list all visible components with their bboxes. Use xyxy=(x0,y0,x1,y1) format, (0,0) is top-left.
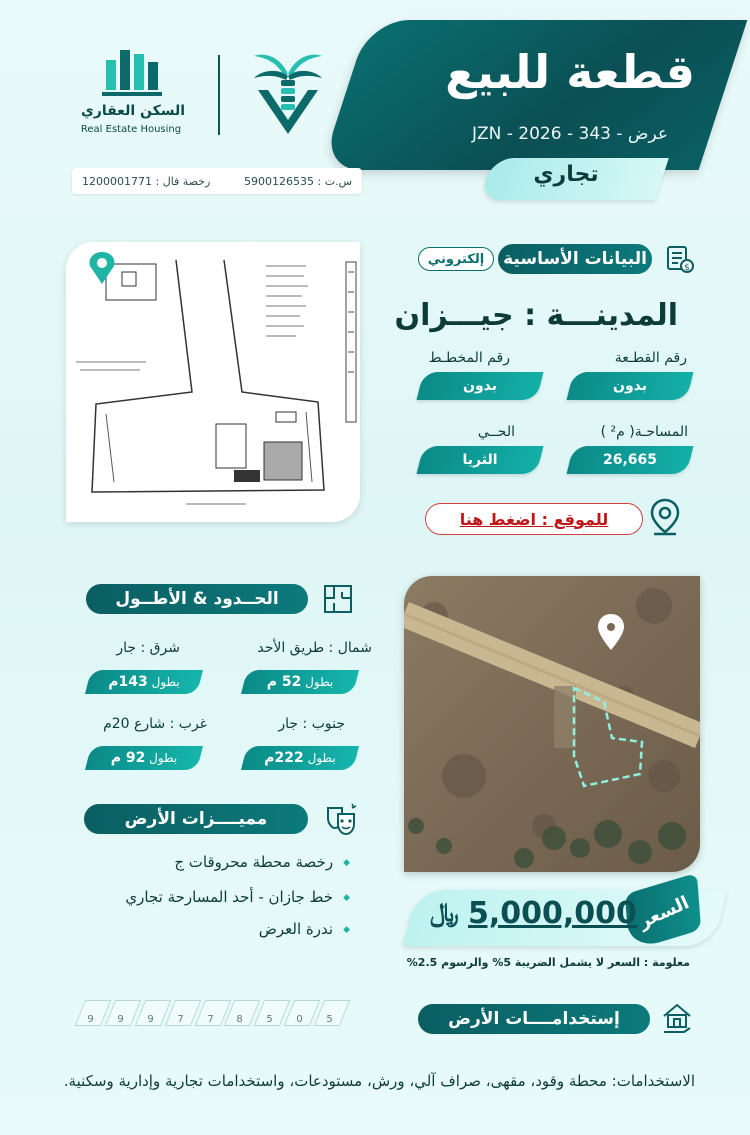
brand-name-ar: السكن العقاري xyxy=(80,103,186,119)
district-label: الحــي xyxy=(477,424,515,440)
north-bound-label: شمال : طريق الأحد xyxy=(257,640,372,656)
north-length xyxy=(244,670,356,694)
feature-item: ◆ خط جازان - أحد المسارحة تجاري xyxy=(125,888,350,906)
logo-divider xyxy=(218,55,220,135)
satellite-map[interactable] xyxy=(404,576,700,872)
site-plan-card[interactable] xyxy=(66,242,360,522)
palm-logo-icon xyxy=(250,46,326,138)
basic-info-header: البيانات الأساسية xyxy=(498,244,652,274)
cr-number: س.ت : 5900126535 xyxy=(244,174,352,188)
south-length xyxy=(244,746,356,770)
phone-digit: 7 xyxy=(176,1014,184,1025)
features-header: مميــــزات الأرض xyxy=(84,804,308,834)
svg-text:$: $ xyxy=(684,263,690,273)
plot-number-label: رقم القطـعة xyxy=(614,350,687,366)
west-length-value: 92 م xyxy=(110,750,146,766)
north-length-prefix: بطول xyxy=(305,675,334,689)
south-bound-label: جنوب : جار xyxy=(278,716,345,732)
west-length-prefix: بطول xyxy=(149,751,178,765)
plan-number-value: بدون xyxy=(463,378,497,394)
license-bar xyxy=(72,168,362,194)
phone-digit: 9 xyxy=(87,1014,94,1025)
map-pin-icon[interactable] xyxy=(648,498,682,538)
document-money-icon xyxy=(664,243,696,275)
location-link-button[interactable]: للموقع : اضغط هنا xyxy=(425,503,643,535)
north-length-value: 52 م xyxy=(266,674,302,690)
south-length-value: 222م xyxy=(264,750,304,766)
phone-number-strip xyxy=(80,1000,345,1028)
east-bound-label: شرق : جار xyxy=(116,640,180,656)
bounds-header: الحــدود & الأطــول xyxy=(86,584,308,614)
phone-digit: 9 xyxy=(117,1014,124,1025)
area-label: المساحـة( م² ) xyxy=(600,424,688,440)
east-length-value: 143م xyxy=(108,674,148,690)
satellite-image xyxy=(404,576,700,872)
val-license: رخصة فال : 1200001771 xyxy=(82,174,211,188)
phone-digit: 5 xyxy=(326,1014,333,1025)
phone-digit: 5 xyxy=(266,1014,273,1025)
city-label: المدينـــة : جيـــزان xyxy=(394,298,678,333)
district-value: الثريا xyxy=(462,452,498,468)
price-value: 5,000,000 xyxy=(468,896,637,931)
area-value: 26,665 xyxy=(602,452,658,468)
house-hand-icon xyxy=(660,1000,694,1036)
price-tag-label: السعر xyxy=(635,892,693,933)
category-label: تجاري xyxy=(533,162,599,187)
west-length xyxy=(88,746,200,770)
feature-item: ◆ ندرة العرض xyxy=(259,920,350,938)
west-bound-label: غرب : شارع 20م xyxy=(103,716,207,732)
uses-description: الاستخدامات: محطة وقود، مقهى، صراف آلي، ورش، مستودعات، واستخدامات تجارية وإدارية وسكنية. xyxy=(63,1072,695,1090)
riyal-symbol: ﷼ xyxy=(430,898,459,928)
price-note: معلومة : السعر لا يشمل الضريبة 5% والرسوم 2.5% xyxy=(406,956,690,969)
plot-number-value: بدون xyxy=(613,378,647,394)
masks-icon xyxy=(322,800,360,838)
phone-digit: 7 xyxy=(206,1014,214,1025)
east-length xyxy=(88,670,200,694)
brand-name-en: Real Estate Housing xyxy=(80,124,182,135)
phone-digit: 8 xyxy=(236,1014,243,1025)
east-length-prefix: بطول xyxy=(151,675,180,689)
south-length-prefix: بطول xyxy=(307,751,336,765)
phone-digit: 0 xyxy=(296,1014,303,1025)
site-plan-drawing xyxy=(66,242,360,522)
feature-item: ◆ رخصة محطة محروقات ج xyxy=(174,853,350,871)
electronic-badge: إلكتروني xyxy=(418,247,494,271)
page-title: قطعة للبيع xyxy=(445,45,695,99)
offer-code: عرض - 343 - 2026 - JZN xyxy=(471,124,668,144)
phone-digit-cell xyxy=(314,1000,350,1026)
building-logo-icon xyxy=(100,46,164,102)
floor-plan-icon xyxy=(322,583,354,615)
uses-header: إستخدامــــات الأرض xyxy=(418,1004,650,1034)
phone-digit: 9 xyxy=(146,1014,154,1025)
plan-number-label: رقم المخطـط xyxy=(428,350,510,366)
